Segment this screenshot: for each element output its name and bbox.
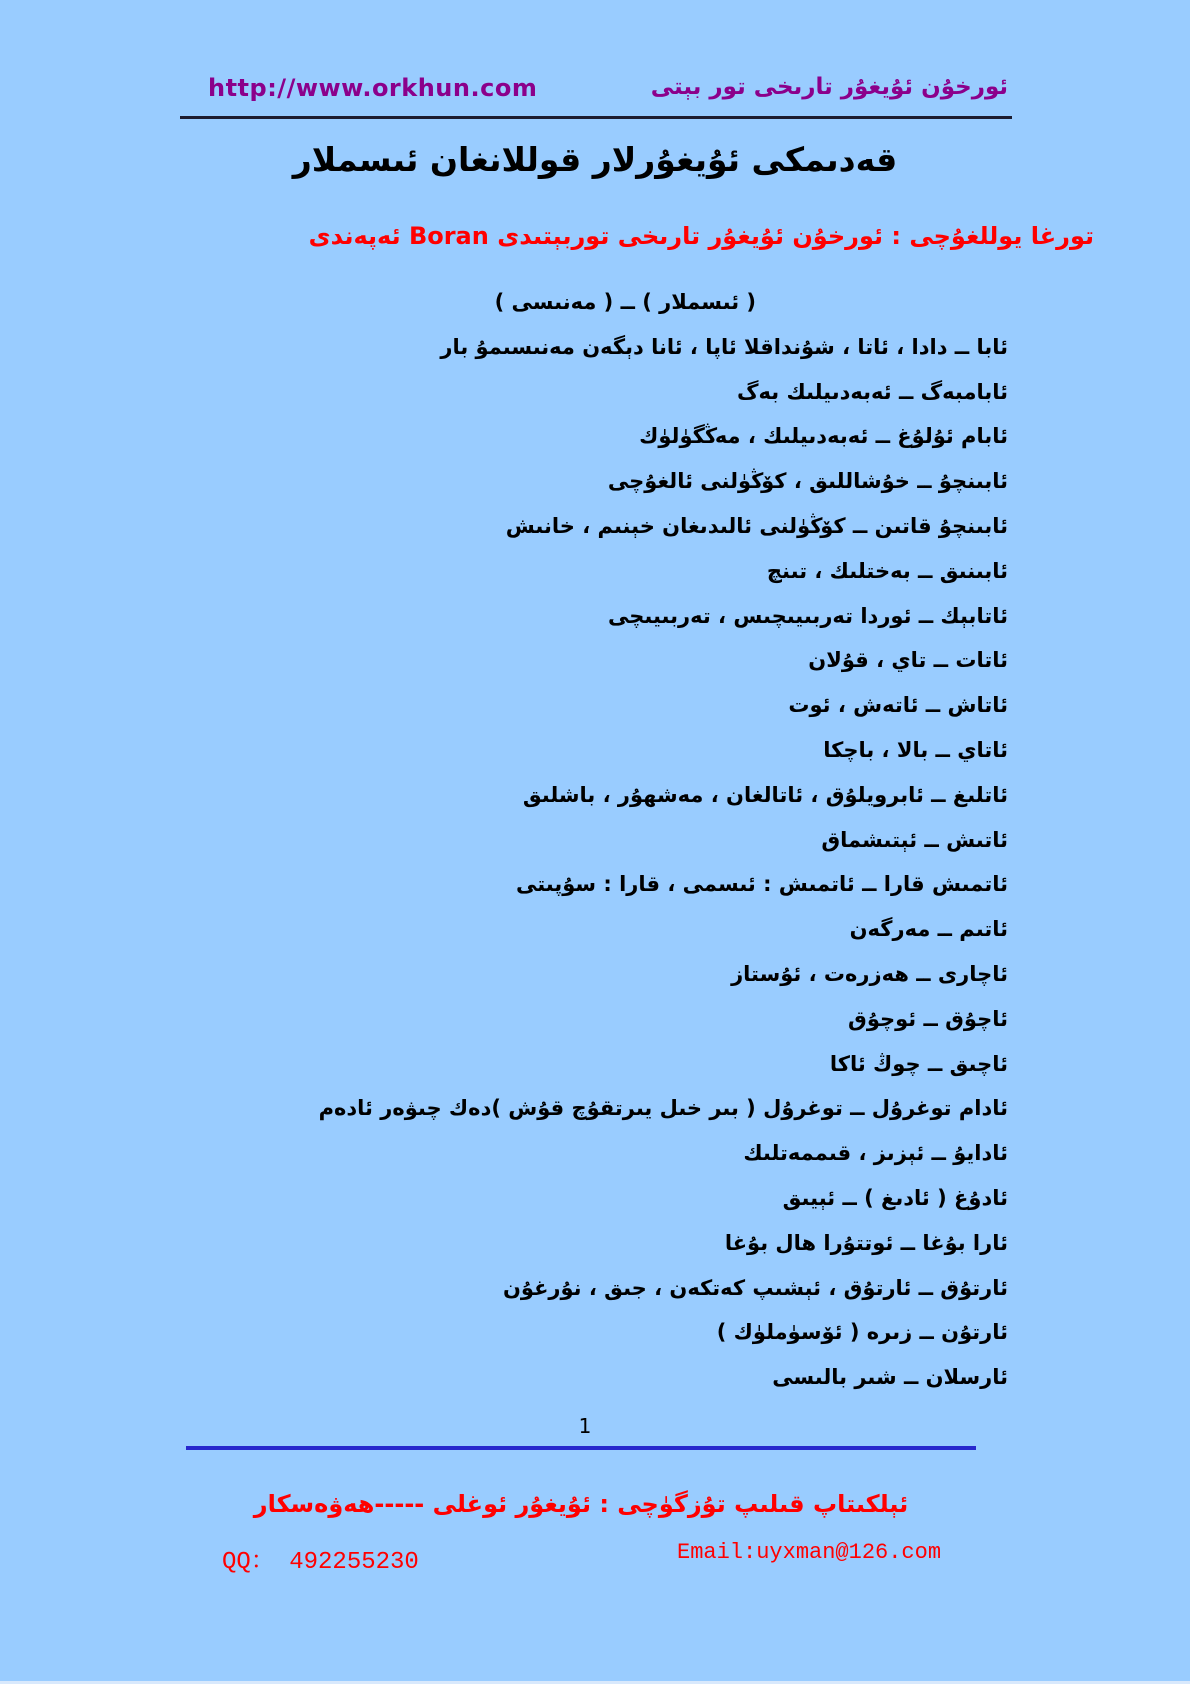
list-item: ئارسلان ــ شىر بالىسى [772, 1365, 1008, 1390]
byline: تورغا يوللغۇچى : ئورخۇن ئۇيغۇر تارىخى توربېتىدى Boran ئەپەندى [308, 222, 1094, 250]
list-item: ئارتۇق ــ ئارتۇق ، ئېشىپ كەتكەن ، جىق ، نۇرغۇن [502, 1275, 1008, 1300]
list-item: ئاتىم ــ مەرگەن [849, 917, 1008, 942]
list-item: ئاتات ــ تاي ، قۇلان [808, 648, 1008, 673]
list-item: ئابىنچۇ قاتىن ــ كۆڭۈلنى ئالىدىغان خېنىم ، خانىش [505, 513, 1008, 538]
page-number: 1 [578, 1414, 592, 1438]
footer-qq-contact: QQ： 492255230 [222, 1549, 419, 1576]
list-item: ئاتاش ــ ئاتەش ، ئوت [788, 693, 1008, 718]
list-item: ئابام ئۇلۇغ ــ ئەبەدىيلىك ، مەڭگۈلۈك [639, 424, 1008, 449]
list-item: ئاچارى ــ ھەزرەت ، ئۇستاز [731, 961, 1008, 986]
header-divider [180, 116, 1012, 119]
list-item: ئاتاي ــ بالا ، باچكا [823, 737, 1008, 762]
list-item: ئاتمىش قارا ــ ئاتمىش : ئىسمى ، قارا : سۇپىتى [515, 872, 1008, 897]
list-item: ئاتابېك ــ ئوردا تەربىيىچىس ، تەربىيىچى [608, 603, 1008, 628]
list-item: ئاچۇق ــ ئوچۇق [848, 1006, 1008, 1031]
list-item: ئابا ــ دادا ، ئاتا ، شۇنداقلا ئاپا ، ئانا دېگەن مەنىسىمۇ بار [440, 334, 1008, 359]
list-item: ئادام توغرۇل ــ توغرۇل ( بىر خىل يىرتقۇچ قۇش )دەك چىۋەر ئادەم [318, 1096, 1008, 1121]
header-site-title: ئورخۇن ئۇيغۇر تارىخى تور بېتى [650, 74, 1008, 100]
page-title: قەدىمكى ئۇيغۇرلار قوللانغان ئىسملار [292, 140, 898, 179]
list-item: ئارا بۇغا ــ ئوتتۇرا ھال بۇغا [724, 1230, 1008, 1255]
list-item: ئابىنىق ــ بەختلىك ، تىنچ [766, 558, 1008, 583]
list-item: ئابامبەگ ــ ئەبەدىيلىك بەگ [737, 379, 1008, 404]
list-item: ئاچىق ــ چوڭ ئاكا [829, 1051, 1008, 1076]
list-item: ئادايۇ ــ ئېزىز ، قىممەتلىك [743, 1141, 1008, 1166]
list-item: ئارتۇن ــ زىرە ( ئۆسۈملۈك ) [716, 1320, 1008, 1345]
glossary-list [180, 280, 1008, 1400]
footer-divider [186, 1446, 976, 1450]
list-item: ئابىنچۇ ــ خۇشاللىق ، كۆڭۈلنى ئالغۇچى [607, 469, 1008, 494]
header-url-link[interactable]: http://www.orkhun.com [208, 74, 538, 102]
footer-email-contact[interactable]: Email:uyxman@126.com [677, 1540, 942, 1565]
footer-credit: ئېلكىتاپ قىلىپ تۇزگۈچى : ئۇيغۇر ئوغلى -----ھەۋەسكار [253, 1490, 909, 1518]
list-item: ئاتلىغ ــ ئابرويلۇق ، ئاتالغان ، مەشھۇر ، باشلىق [522, 782, 1008, 807]
list-header: ( ئىسملار ) ــ ( مەنىسى ) [494, 290, 756, 314]
entries [180, 325, 1008, 1400]
list-item: ئاتىش ــ ئېتىشماق [821, 827, 1008, 852]
list-item: ئادۇغ ( ئادىغ ) ــ ئېيىق [782, 1185, 1008, 1210]
